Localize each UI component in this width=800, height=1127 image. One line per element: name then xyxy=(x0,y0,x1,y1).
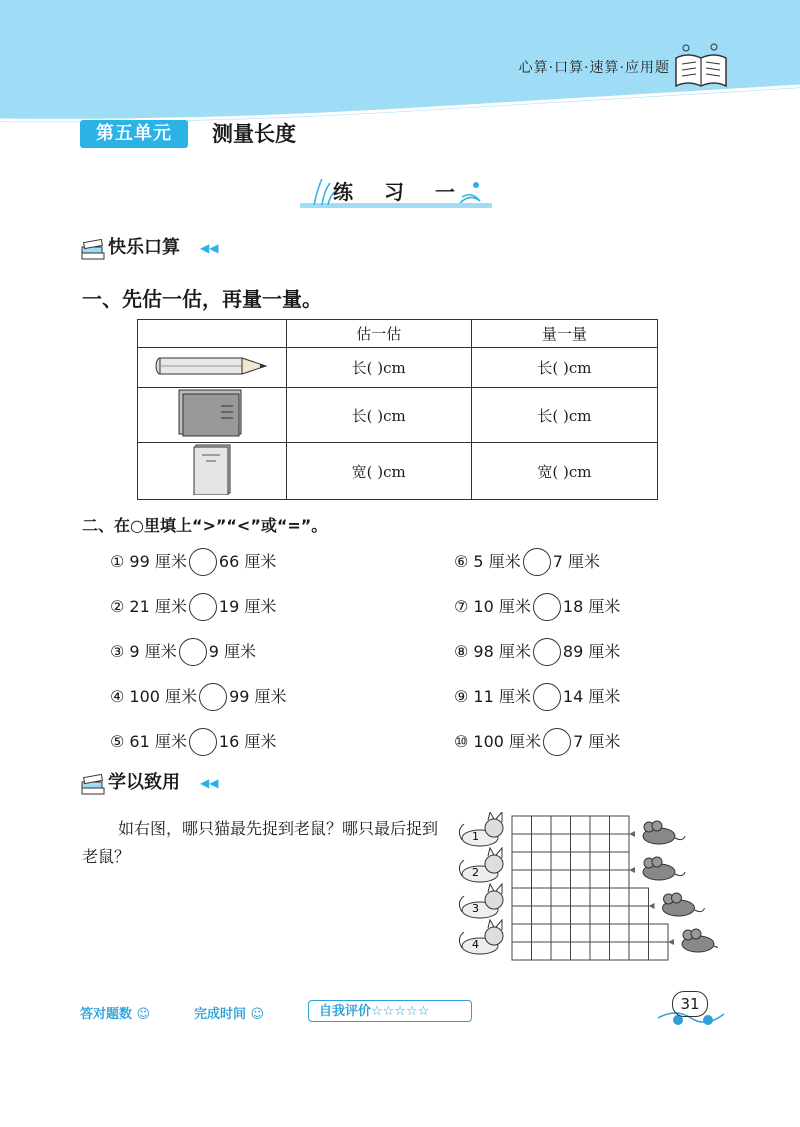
section-oral xyxy=(80,233,220,263)
grid-cell xyxy=(649,924,669,942)
correct-count-text: 答对题数 xyxy=(80,1007,133,1022)
grid-cell xyxy=(532,924,552,942)
question-1-title: 一、先估一估，再量一量。 xyxy=(82,287,322,311)
time-taken-text: 完成时间 xyxy=(194,1007,247,1022)
grid-cell xyxy=(610,924,630,942)
compare-left: ⑨ 11 厘米 xyxy=(454,687,531,706)
grid-cell xyxy=(590,816,610,834)
grid-cell xyxy=(551,924,571,942)
cat-icon xyxy=(459,848,503,882)
notebook-image xyxy=(138,443,287,500)
section-apply-label: 学以致用 xyxy=(108,772,180,793)
book-icon xyxy=(672,42,730,92)
grid-cell xyxy=(610,942,630,960)
grid-cell xyxy=(649,942,669,960)
header-subtitle: 心算·口算·速算·应用题 xyxy=(518,60,670,76)
compare-right: 16 厘米 xyxy=(218,732,277,751)
compare-right: 66 厘米 xyxy=(218,552,277,571)
compare-left: ① 99 厘米 xyxy=(110,552,187,571)
grid-cell xyxy=(512,924,532,942)
grid-cell xyxy=(590,924,610,942)
self-eval-box[interactable]: 自我评价☆☆☆☆☆ xyxy=(308,1000,472,1022)
compare-left: ⑧ 98 厘米 xyxy=(454,642,531,661)
answer-circle[interactable] xyxy=(543,728,571,756)
table-row xyxy=(138,443,658,500)
compare-right: 18 厘米 xyxy=(562,597,621,616)
compare-item xyxy=(110,728,276,756)
correct-count-label xyxy=(80,1003,150,1022)
grid-cell xyxy=(590,870,610,888)
grid-cell xyxy=(532,816,552,834)
grid-cell xyxy=(610,870,630,888)
smile-icon: ☺ xyxy=(136,1007,151,1022)
table-row xyxy=(138,348,658,388)
grid-cell xyxy=(532,888,552,906)
compare-item xyxy=(110,638,256,666)
grid-cell xyxy=(551,834,571,852)
section-apply xyxy=(80,768,220,798)
grid-cell xyxy=(629,924,649,942)
cat-icon xyxy=(459,812,503,846)
section-oral-label: 快乐口算 xyxy=(108,237,180,258)
grid-cell xyxy=(551,870,571,888)
compare-item xyxy=(454,593,620,621)
grid-cell xyxy=(610,852,630,870)
compare-item xyxy=(454,638,620,666)
measure-table xyxy=(137,319,658,500)
answer-circle[interactable] xyxy=(179,638,207,666)
measure-cell[interactable]: 长( )cm xyxy=(471,388,657,443)
arrow-marker xyxy=(649,903,655,909)
compare-item xyxy=(454,683,620,711)
estimate-cell[interactable]: 长( )cm xyxy=(286,348,471,388)
arrow-icon: ◀◀ xyxy=(200,776,219,790)
cat-number-label: 1 xyxy=(472,830,479,843)
answer-circle[interactable] xyxy=(189,593,217,621)
grid-cell xyxy=(532,906,552,924)
grid-cell xyxy=(610,834,630,852)
answer-circle[interactable] xyxy=(189,548,217,576)
compare-left: ⑩ 100 厘米 xyxy=(454,732,542,751)
time-taken-label xyxy=(194,1003,264,1022)
grid-cell xyxy=(551,852,571,870)
arrow-marker xyxy=(629,831,635,837)
compare-right: 99 厘米 xyxy=(229,687,287,706)
grid-cell xyxy=(512,942,532,960)
compare-left: ⑦ 10 厘米 xyxy=(454,597,531,616)
unit-title: 测量长度 xyxy=(212,121,296,146)
grid-cell xyxy=(532,852,552,870)
answer-circle[interactable] xyxy=(533,638,561,666)
compare-right: 19 厘米 xyxy=(218,597,277,616)
cat-icon xyxy=(459,920,503,954)
books-icon xyxy=(80,770,106,796)
grid-cell xyxy=(512,906,532,924)
compare-item xyxy=(454,548,600,576)
question-3-text: 如右图，哪只猫最先捉到老鼠？哪只最后捉到老鼠？ xyxy=(82,819,439,866)
compare-left: ② 21 厘米 xyxy=(110,597,187,616)
grid-cell xyxy=(571,942,591,960)
compare-left: ⑥ 5 厘米 xyxy=(454,552,521,571)
page-number: 31 xyxy=(672,991,708,1017)
grid-cell xyxy=(571,870,591,888)
compare-right: 7 厘米 xyxy=(573,732,621,751)
measure-cell[interactable]: 长( )cm xyxy=(471,348,657,388)
smile-icon: ☺ xyxy=(250,1007,265,1022)
grid-cell xyxy=(571,906,591,924)
books-icon xyxy=(80,235,106,261)
compare-item xyxy=(454,728,620,756)
cat-number-label: 3 xyxy=(472,902,479,915)
table-header-estimate: 估一估 xyxy=(286,320,471,348)
grid-cell xyxy=(512,852,532,870)
grid-cell xyxy=(610,888,630,906)
grid-cell xyxy=(571,834,591,852)
grid-cell xyxy=(551,942,571,960)
answer-circle[interactable] xyxy=(533,683,561,711)
compare-right: 89 厘米 xyxy=(562,642,621,661)
compare-left: ④ 100 厘米 xyxy=(110,687,198,706)
grid-cell xyxy=(551,906,571,924)
compare-item xyxy=(110,548,276,576)
compare-right: 14 厘米 xyxy=(562,687,621,706)
grid-cell xyxy=(551,888,571,906)
grid-cell xyxy=(512,816,532,834)
estimate-cell[interactable]: 长( )cm xyxy=(286,388,471,443)
answer-circle[interactable] xyxy=(523,548,551,576)
arrow-icon: ◀◀ xyxy=(200,241,219,255)
grid-cell xyxy=(590,834,610,852)
grid-cell xyxy=(571,816,591,834)
grid-cell xyxy=(610,906,630,924)
question-2-title: 二、在○里填上“>”“<”或“=”。 xyxy=(82,516,328,535)
cat-icon xyxy=(459,884,503,918)
compare-right: 9 厘米 xyxy=(208,642,256,661)
table-header-empty xyxy=(138,320,287,348)
compare-right: 7 厘米 xyxy=(552,552,600,571)
mouse-icon xyxy=(643,857,685,880)
grid-cell xyxy=(512,888,532,906)
grid-cell xyxy=(590,942,610,960)
grid-cell xyxy=(512,834,532,852)
compare-left: ③ 9 厘米 xyxy=(110,642,177,661)
table-row xyxy=(138,388,658,443)
grid-cell xyxy=(629,942,649,960)
grid-cell xyxy=(590,906,610,924)
cat-number-label: 2 xyxy=(472,866,479,879)
grid-cell xyxy=(571,888,591,906)
pencil-image xyxy=(138,348,287,388)
grid-cell xyxy=(571,924,591,942)
table-header-measure: 量一量 xyxy=(471,320,657,348)
grid-cell xyxy=(532,834,552,852)
grid-cell xyxy=(590,852,610,870)
arrow-marker xyxy=(629,867,635,873)
answer-circle[interactable] xyxy=(533,593,561,621)
estimate-cell[interactable]: 宽( )cm xyxy=(286,443,471,500)
answer-circle[interactable] xyxy=(189,728,217,756)
answer-circle[interactable] xyxy=(199,683,227,711)
grid-cell xyxy=(610,816,630,834)
grid-cell xyxy=(629,906,649,924)
grid-cell xyxy=(512,870,532,888)
compare-item xyxy=(110,593,276,621)
compare-item xyxy=(110,683,287,711)
cat-mouse-figure xyxy=(458,812,718,977)
grid-cell xyxy=(571,852,591,870)
book-image xyxy=(138,388,287,443)
exercise-title: 练 习 一 xyxy=(333,180,467,204)
grid-cell xyxy=(532,942,552,960)
cat-number-label: 4 xyxy=(472,938,479,951)
grid-cell xyxy=(590,888,610,906)
arrow-marker xyxy=(668,939,674,945)
mouse-icon xyxy=(682,929,718,952)
grid-cell xyxy=(629,888,649,906)
mouse-icon xyxy=(663,893,705,916)
unit-badge: 第五单元 xyxy=(80,120,188,148)
measure-cell[interactable]: 宽( )cm xyxy=(471,443,657,500)
mouse-icon xyxy=(643,821,685,844)
grid-cell xyxy=(532,870,552,888)
compare-left: ⑤ 61 厘米 xyxy=(110,732,187,751)
grid-cell xyxy=(551,816,571,834)
